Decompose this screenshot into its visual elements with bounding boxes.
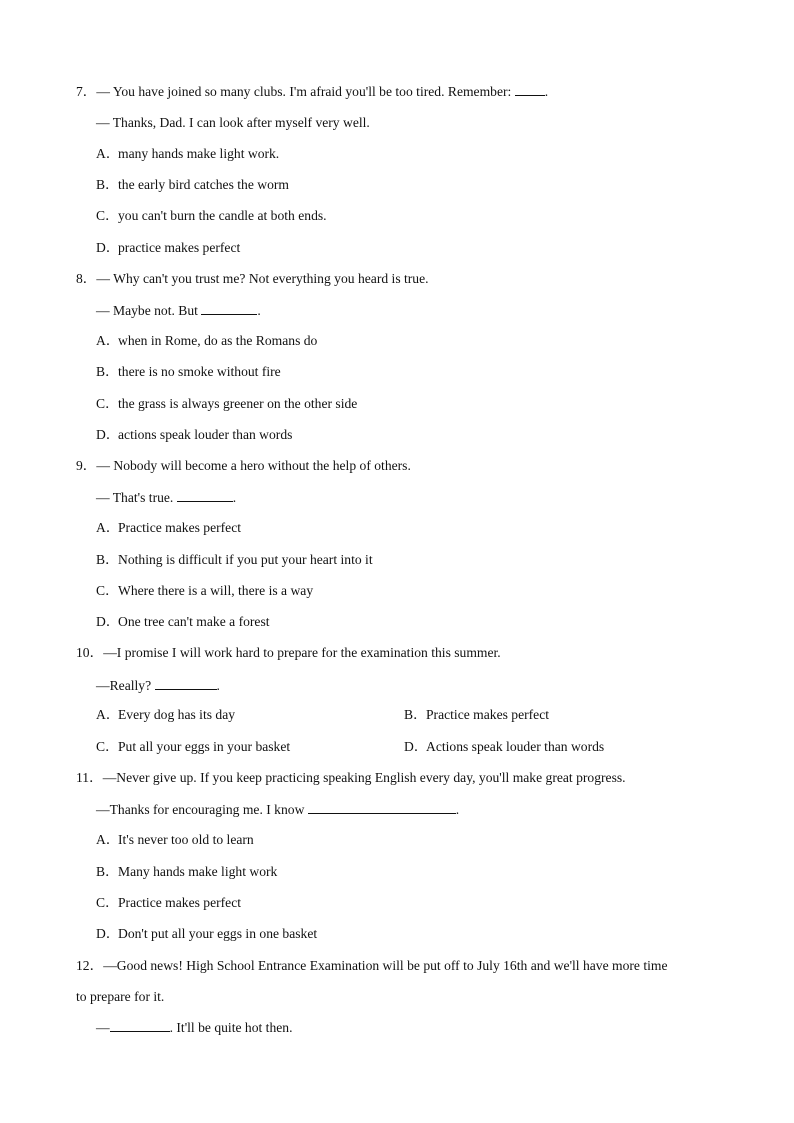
option-7b [96, 176, 289, 194]
reply-text-end: . [216, 678, 220, 693]
option-text: Many hands make light work [118, 864, 278, 879]
option-7c [96, 207, 327, 225]
question-text-end: . [544, 84, 549, 99]
question-text: —Good news! High School Entrance Examination will be put off to July 16th and we'll have more time [103, 958, 668, 973]
question-9-prompt [76, 457, 411, 475]
question-text: — You have joined so many clubs. I'm afraid you'll be too tired. Remember: [96, 84, 515, 99]
option-letter: B． [96, 552, 119, 567]
option-text: Practice makes perfect [118, 895, 242, 910]
option-letter: A． [96, 707, 120, 722]
answer-blank [155, 676, 217, 690]
option-8c [96, 395, 357, 413]
answer-blank [110, 1018, 170, 1032]
option-11b [96, 863, 277, 881]
option-10c [96, 738, 290, 756]
option-text: practice makes perfect [118, 240, 241, 255]
answer-blank [515, 82, 545, 96]
option-text: the grass is always greener on the other side [118, 396, 358, 411]
option-8a [96, 332, 317, 350]
option-letter: D． [404, 739, 428, 754]
option-text: Nothing is difficult if you put your heart into it [118, 552, 373, 567]
option-text: Put all your eggs in your basket [118, 739, 291, 754]
question-text: — Why can't you trust me? Not everything you heard is true. [96, 271, 429, 286]
question-8-prompt [76, 270, 429, 288]
answer-blank [201, 301, 257, 315]
option-letter: D． [96, 926, 120, 941]
option-letter: C． [96, 739, 119, 754]
option-text: One tree can't make a forest [118, 614, 270, 629]
option-text: there is no smoke without fire [118, 364, 281, 379]
option-letter: C． [96, 396, 119, 411]
question-12-reply [96, 1018, 292, 1037]
reply-text-end: . [257, 303, 261, 318]
option-text: Actions speak louder than words [426, 739, 605, 754]
option-letter: C． [96, 895, 119, 910]
option-letter: A． [96, 520, 120, 535]
question-11-prompt [76, 769, 626, 787]
question-12-prompt-continued: to prepare for it. [76, 989, 165, 1004]
option-text: It's never too old to learn [118, 832, 254, 847]
option-10d [404, 738, 604, 756]
answer-blank [308, 800, 456, 814]
reply-text: — That's true. [96, 490, 177, 505]
option-text: many hands make light work. [118, 146, 280, 161]
option-letter: A． [96, 832, 120, 847]
question-text: —I promise I will work hard to prepare for the examination this summer. [103, 645, 501, 660]
question-7-reply: — Thanks, Dad. I can look after myself very well. [96, 115, 370, 130]
question-10-prompt [76, 644, 501, 662]
option-9c [96, 582, 313, 600]
question-number: 9． [76, 458, 97, 473]
reply-text-end: . [455, 802, 460, 817]
option-letter: B． [404, 707, 427, 722]
option-8b [96, 363, 281, 381]
option-11c [96, 894, 241, 912]
option-9a [96, 519, 241, 537]
option-text: Don't put all your eggs in one basket [118, 926, 318, 941]
question-number: 11． [76, 770, 103, 785]
option-letter: A． [96, 146, 120, 161]
option-7d [96, 239, 240, 257]
option-text: when in Rome, do as the Romans do [118, 333, 318, 348]
option-text: Practice makes perfect [426, 707, 550, 722]
option-9b [96, 551, 373, 569]
reply-text-end: . It'll be quite hot then. [169, 1020, 293, 1035]
answer-blank [177, 488, 233, 502]
question-11-reply [96, 800, 459, 819]
question-9-reply [96, 488, 236, 507]
question-number: 12． [76, 958, 104, 973]
option-text: the early bird catches the worm [118, 177, 289, 192]
option-text: Practice makes perfect [118, 520, 242, 535]
option-letter: C． [96, 583, 119, 598]
reply-dash: — [96, 1020, 110, 1035]
question-7-prompt [76, 82, 548, 101]
option-letter: D． [96, 614, 120, 629]
question-10-reply [96, 676, 220, 695]
option-text: Every dog has its day [118, 707, 236, 722]
option-letter: B． [96, 177, 119, 192]
option-8d [96, 426, 292, 444]
reply-text: —Really? [96, 678, 155, 693]
option-text: actions speak louder than words [118, 427, 293, 442]
reply-text: — Maybe not. But [96, 303, 202, 318]
option-letter: A． [96, 333, 120, 348]
option-9d [96, 613, 270, 631]
option-11a [96, 831, 254, 849]
option-letter: B． [96, 864, 119, 879]
question-number: 7． [76, 84, 97, 99]
option-letter: D． [96, 240, 120, 255]
option-11d [96, 925, 317, 943]
option-text: Where there is a will, there is a way [118, 583, 314, 598]
question-number: 10． [76, 645, 104, 660]
option-letter: D． [96, 427, 120, 442]
question-number: 8． [76, 271, 97, 286]
option-7a [96, 145, 279, 163]
option-10a [96, 706, 235, 724]
question-12-prompt [76, 957, 668, 975]
reply-text-end: . [232, 490, 237, 505]
option-letter: C． [96, 208, 119, 223]
question-text: — Nobody will become a hero without the help of others. [96, 458, 411, 473]
question-text: —Never give up. If you keep practicing speaking English every day, you'll make great progress. [102, 770, 626, 785]
reply-text: —Thanks for encouraging me. I know [96, 802, 308, 817]
question-8-reply [96, 301, 261, 320]
option-letter: B． [96, 364, 119, 379]
option-10b [404, 706, 549, 724]
option-text: you can't burn the candle at both ends. [118, 208, 327, 223]
